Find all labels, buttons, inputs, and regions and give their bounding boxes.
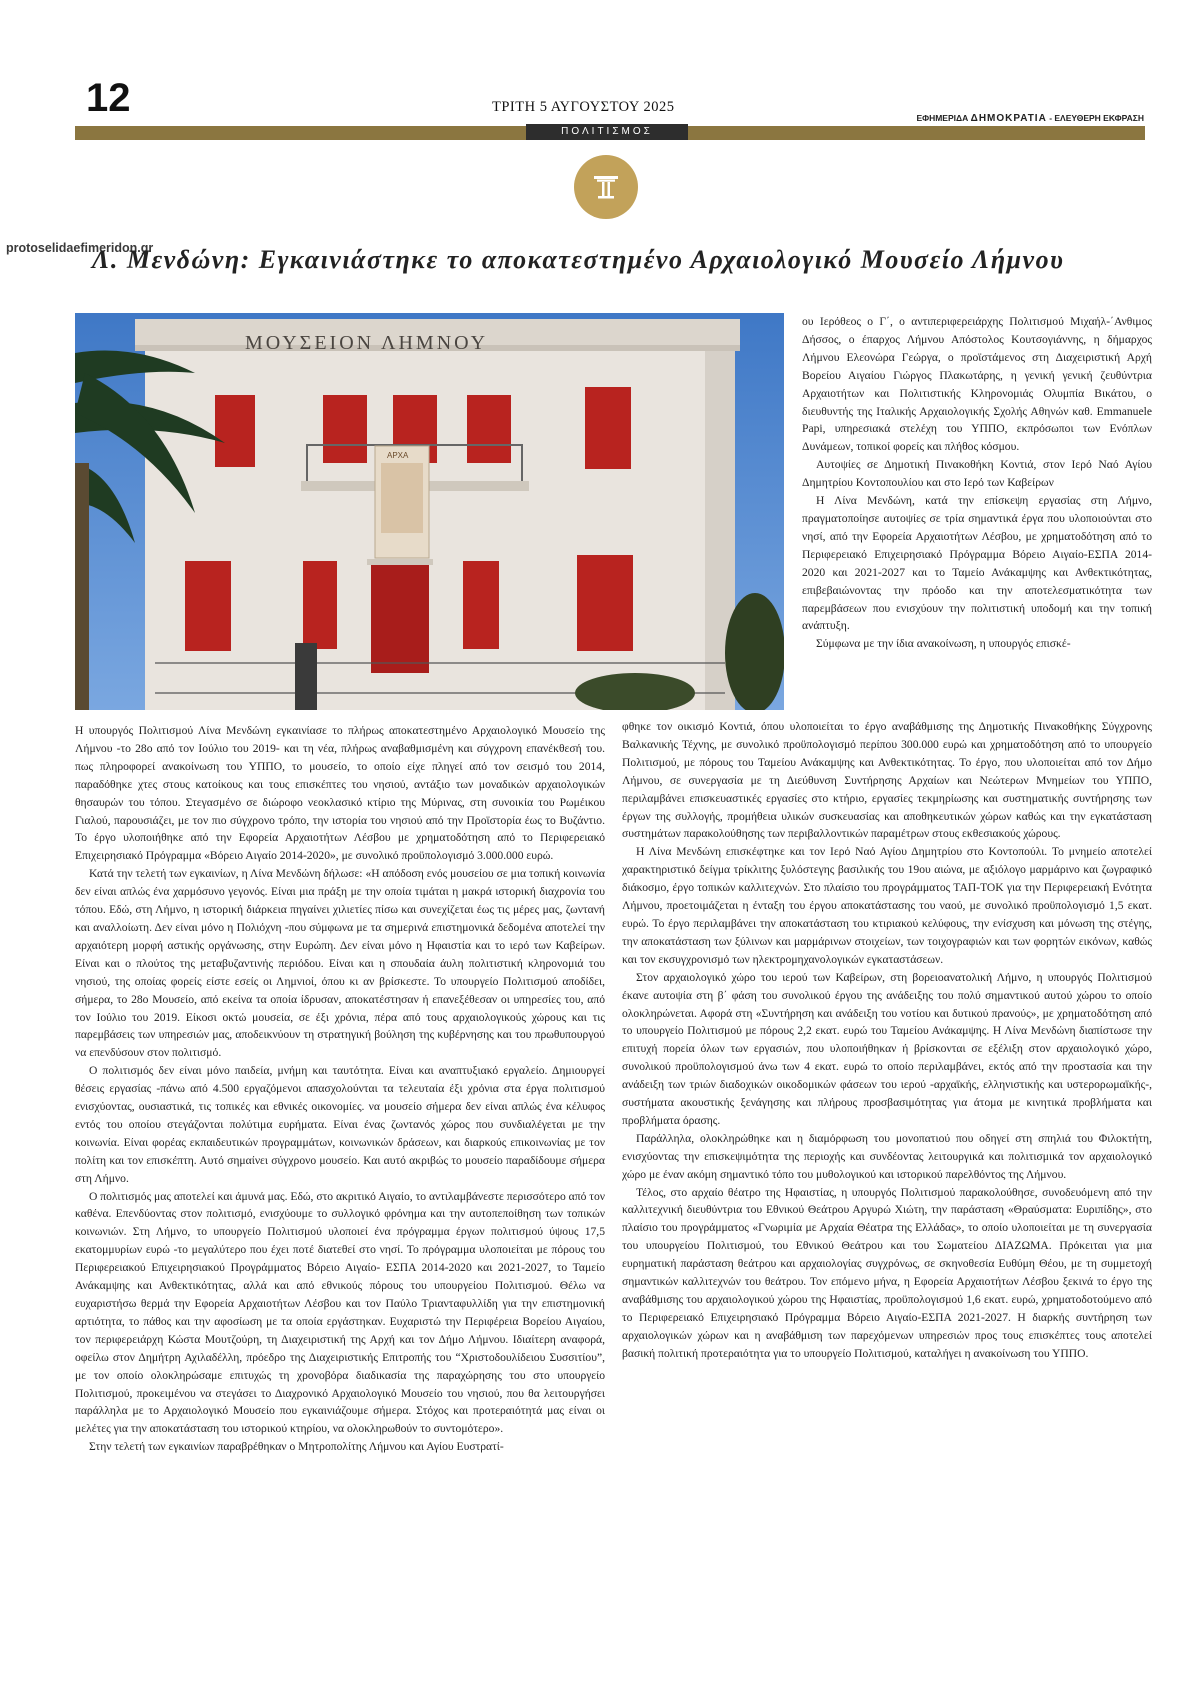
paragraph: Παράλληλα, ολοκληρώθηκε και η διαμόρφωση του μονοπατιού που οδηγεί στη σπηλιά του Φιλοκτήτη, ενισχύοντας την επισκεψιμότητα της περιοχής και συνδέοντας λειτουργικά και πολιτισμικά τον αρχαιολογικό χώρο με έναν ακόμη σημαντικό τόπο του μυθολογικού και ιστορικού παρελθόντος της Λήμνου. xyxy=(622,1131,1152,1181)
subheading: Αυτοψίες σε Δημοτική Πινακοθήκη Κοντιά, στον Ιερό Ναό Αγίου Δημητρίου Κοντοπουλίου και στο Ιερό των Καβείρων xyxy=(802,458,1152,490)
masthead-name: ΔΗΜΟΚΡΑΤΙΑ xyxy=(970,113,1047,124)
banner-label: ΑΡΧΑ xyxy=(387,451,409,460)
paragraph: Σύμφωνα με την ίδια ανακοίνωση, η υπουργός επισκέ- xyxy=(816,637,1071,651)
paragraph: Ο πολιτισμός δεν είναι μόνο παιδεία, μνήμη και ταυτότητα. Είναι και αναπτυξιακό εργαλείο. Δημιουργεί θέσεις εργασίας -πάνω από 4.500 εργαζόμενοι απασχολούνται τα τελευταία έξι χρόνια στα έργα πολιτισμού ενισχύοντας, ουσιαστικά, τις τοπικές και εθνικές οικονομίες. να μουσείο σήμερα δεν είναι απλώς ένα κέλυφος εντός του οποίου στεγάζονται πολύτιμα ευρήματα. Είναι ένας ζωντανός χώρος που συνδιαλέγεται με την κοινωνία. Είναι φορέας εκπαιδευτικών προγραμμάτων, κοινωνικών δράσεων, και διαρκούς επικοινωνίας με τον πολίτη και τον επισκέπτη. Αυτό σημαίνει σύγχρονο μουσείο. Και αυτό ακριβώς το μουσείο παραδίδουμε σήμερα στη Λήμνο. xyxy=(75,1064,605,1185)
source-watermark: protoselidaefimeridon.gr xyxy=(6,241,154,255)
museum-sign: ΜΟΥΣΕΙΟΝ ΛΗΜΝΟΥ xyxy=(245,332,489,354)
paragraph: Στον αρχαιολογικό χώρο του ιερού των Καβείρων, στη βορειοανατολική Λήμνο, η υπουργός Πολιτισμού έκανε αυτοψία στη β΄ φάση του συνολικού έργου της ανάδειξης του πολύ σημαντικού αυτού χώρου το οποίο ολοκληρώνεται. Αφορά στη «Συντήρηση και ανάδειξη του νοτίου και δυτικού πρανούς», με χρηματοδότηση από το υπουργείο Πολιτισμού με πόρους 2,2 εκατ. ευρώ του Ταμείου Ανάκαμψης. Η Λίνα Μενδώνη διαπίστωσε την επιτυχή πορεία όλων των εργασιών, που υλοποιήθηκαν ή βρίσκονται σε εξέλιξη στον αρχαιολογικό χώρο, συνολικού προϋπολογισμού άνω των 4 εκατ. ευρώ το οποίο περιλαμβάνει, εκτός από την προστασία και την ανάδειξη των τριών διαδοχικών οικοδομικών φάσεων του ιερού -αρχαϊκής, ελληνιστικής και υστερορωμαϊκής-, συστήματα ακουστικής ξενάγησης και πλήρους προσβασιμότητας για άτομα με κινητικά προβλήματα και προβλήματα όρασης. xyxy=(622,970,1152,1127)
paragraph: ου Ιερόθεος ο Γ΄, ο αντιπεριφερειάρχης Πολιτισμού Μιχαήλ-΄Ανθιμος Δήσσος, ο έπαρχος Λήμνου Απόστολος Κουτσογιάννης, η δήμαρχος Λήμνου Ελεονώρα Γεώργα, ο προϊστάμενος στη Διαχειριστική Αρχή Βορείου Αιγαίου Γιώργος Πλακωτάρης, η γενική γενική ζευθύντρια Αρχαιοτήτων και Πολιτιστικής Κληρονομιάς Ολυμπία Βικάτου, ο διευθυντής της Ιταλικής Αρχαιολογικής Σχολής Αθηνών καθ. Emmanuele Papi, υπηρεσιακά στελέχη του ΥΠΠΟ, εκπρόσωποι των Ενόπλων Δυνάμεων, τοπικοί φορείς και πλήθος κόσμου. xyxy=(802,315,1152,454)
paragraph: Κατά την τελετή των εγκαινίων, η Λίνα Μενδώνη δήλωσε: «Η απόδοση ενός μουσείου σε μια τοπική κοινωνία δεν είναι απλώς ένα χαρμόσυνο γεγονός. Είναι μια πράξη με την οποία τιμάται η μακρά ιστορική διαχρονία του τόπου. Εδώ, στη Λήμνο, η ιστορική διάρκεια πηγαίνει χιλιετίες πίσω και συνεχίζεται έως τις μέρες μας, ζωντανή και αναλλοίωτη. Δεν είναι μόνο η Πολιόχνη -που σύμφωνα με τα σημερινά επιστημονικά δεδομένα αποτελεί την αρχαιότερη μορφή αστικής οργάνωσης, στην Ευρώπη. Δεν είναι μόνο η Ηφαιστία και το ιερό των Καβείρων. Είναι και ο πλούτος της μεταβυζαντινής περιόδου. Είναι και η σπουδαία άυλη πολιτιστική κληρονομιά του νησιού, της οποίας φορείς είστε εσείς οι Λημνιοί, όπου κι αν βρίσκεστε. Το υπουργείο Πολιτισμού αποδίδει, σήμερα, το 28ο Μουσείο, από εκείνα τα οποία ίδρυσαν, αποκατέστησαν ή επανεξέθεσαν οι υπηρεσίες του, από τον Ιούλιο του 2019. Είκοσι οκτώ μουσεία, σε έξι χρόνια, πέρα από τους αρχαιολογικούς χώρους και τις παρεμβάσεις των υπηρεσιών μας, αποδεικνύουν τη στρατηγική βούληση της κυβέρνησης και του πρωθυπουργού να επενδύσουν στον πολιτισμό. xyxy=(75,867,605,1060)
paragraph: φθηκε τον οικισμό Κοντιά, όπου υλοποιείται το έργο αναβάθμισης της Δημοτικής Πινακοθήκης Σύγχρονης Βαλκανικής Τέχνης, με συνολικό προϋπολογισμό περίπου 300.000 ευρώ και χρηματοδότηση από το υπουργείο Πολιτισμού, με πόρους του Ταμείου Ανάκαμψης και Ανθεκτικότητας. Το έργο, που υλοποιείται από τον Δήμο Λήμνου, σε συνεργασία με τη Διεύθυνση Συντήρησης Αρχαίων και Νεώτερων Μνημείων του ΥΠΠΟ, περιλαμβάνει επισκευαστικές εργασίες στο κτήριο, εργασίες τεκμηρίωσης και συστηματικής συντήρησης των έργων της συλλογής, προμήθεια υλικών συσκευασίας και αποθηκευτικών χώρων καθώς και την εγκατάσταση συστημάτων παρακολούθησης των περιβαλλοντικών παραμέτρων στους εκθεσιακούς χώρους. xyxy=(622,720,1152,841)
paragraph: Η Λίνα Μενδώνη, κατά την επίσκεψη εργασίας στη Λήμνο, πραγματοποίησε αυτοψίες σε τρία σημαντικά έργα που υλοποιούνται στο νησί, από την Εφορεία Αρχαιοτήτων Λέσβου, με χρηματοδότηση από το Περιφερειακό Επιχειρησιακό Πρόγραμμα Βόρειο Αιγαίο-ΕΣΠΑ 2014-2020 και 2021-2027 και το Ταμείο Ανάκαμψης και Ανθεκτικότητας, επιβεβαιώνοντας την πρόοδο και την αποτελεσματικότητα των παρεμβάσεων που ενισχύουν την πολιτιστική υποδομή και την τοπική ανάπτυξη. xyxy=(802,494,1152,633)
article-column-right-bottom xyxy=(622,718,1152,1363)
article-column-right-top xyxy=(802,313,1152,653)
section-label: ΠΟΛΙΤΙΣΜΟΣ xyxy=(526,124,688,140)
newspaper-masthead xyxy=(864,113,1144,124)
column-emblem-icon xyxy=(574,155,638,219)
paragraph: Ο πολιτισμός μας αποτελεί και άμυνά μας. Εδώ, στο ακριτικό Αιγαίο, το αντιλαμβάνεστε περισσότερο από τον καθένα. Επενδύοντας στον πολιτισμό, ενισχύουμε το συλλογικό φρόνημα και την αυτοπεποίθηση των τοπικών κοινωνιών. Στη Λήμνο, το υπουργείο Πολιτισμού υλοποιεί ένα πρόγραμμα έργων πολιτισμού ύψους 17,5 εκατομμυρίων ευρώ -το μεγαλύτερο που έχει ποτέ διατεθεί στο νησί. Το πρόγραμμα υλοποιείται με πόρους του Περιφερειακού Επιχειρησιακού Προγράμματος Βόρειο Αιγαίο- ΕΣΠΑ 2014-2020 και 2021-2027, το Ταμείο Ανάκαμψης και Ανθεκτικότητας, αλλά και από εθνικούς πόρους του υπουργείου Πολιτισμού. Θέλω να ευχαριστήσω θερμά την Εφορεία Αρχαιοτήτων Λέσβου και τον Παύλο Τριανταφυλλίδη για την επιστημονική αρτιότητα, το πάθος και την αφοσίωση με τα οποία εργάστηκαν. Ευχαριστώ την Περιφέρεια Βορείου Αιγαίου, τον περιφερειάρχη Κώστα Μουτζούρη, τη Διαχειριστική της Αρχή και τον Δήμο Λήμνου. Ιδιαίτερη αναφορά, οφείλω στον Δημήτρη Αχιλαδέλλη, πρόεδρο της Διαχειριστικής Επιτροπής του “Χριστοδουλίδειου Συσσιτίου”, με τον οποίο ολοκληρώσαμε επιτυχώς τη χρονοβόρα διαδικασία της παραχώρησης του στο υπουργείο Πολιτισμού, προκειμένου να στεγάσει το Διαχρονικό Αρχαιολογικό Μουσείο του νησιού, που θα λειτουργήσει παράλληλα με το Αρχαιολογικό Μουσείο που εγκαινιάζουμε σήμερα. Στόχος και προτεραιότητά μας είναι οι μελέτες για την αποκατάσταση του ιστορικού κτηρίου, να ολοκληρωθούν το συντομότερο». xyxy=(75,1189,605,1436)
museum-photo xyxy=(75,313,784,710)
page-number: 12 xyxy=(86,76,131,120)
paragraph: Η υπουργός Πολιτισμού Λίνα Μενδώνη εγκαινίασε το πλήρως αποκατεστημένο Αρχαιολογικό Μουσείο της Λήμνου -το 28ο από τον Ιούλιο του 2019- και τη νέα, πλήρως αναβαθμισμένη και σύγχρονη επανέκθεσή του. πως πληροφορεί ανακοίνωση του ΥΠΠΟ, το μουσείο, το οποίο είχε πληγεί από τον σεισμό του 2014, παραδόθηκε χτες στους κατοίκους και τους επισκέπτες του νησιού, αντάξιο των μοναδικών αρχαιολογικών θησαυρών του τόπου. Στεγασμένο σε διώροφο νεοκλασικό κτίριο της Μύρινας, στη συνοικία του Ρωμέικου Γιαλού, παρουσιάζει, με τον πιο σύγχρονο τρόπο, την ιστορία του νησιού από την Προϊστορία έως το Βυζάντιο. Το έργο υλοποιήθηκε από την Εφορεία Αρχαιοτήτων Λέσβου με χρηματοδότηση από το Περιφερειακό Επιχειρησιακό Πρόγραμμα «Βόρειο Αιγαίο 2014-2020», με συνολικό προϋπολογισμό 3.000.000 ευρώ. xyxy=(75,724,605,863)
issue-date: ΤΡΙΤΗ 5 ΑΥΓΟΥΣΤΟΥ 2025 xyxy=(492,99,675,115)
paragraph: Στην τελετή των εγκαινίων παραβρέθηκαν ο Μητροπολίτης Λήμνου και Αγίου Ευστρατί- xyxy=(89,1440,504,1454)
paragraph: Η Λίνα Μενδώνη επισκέφτηκε και τον Ιερό Ναό Αγίου Δημητρίου στο Κοντοπούλι. Το μνημείο αποτελεί χαρακτηριστικό δείγμα τρίκλιτης ξυλόστεγης βασιλικής του 19ου αιώνα, με αξιόλογο μαρμάρινο και ζωγραφικό διάκοσμο, έργο τοπικών καλλιτεχνών. Στο πλαίσιο του προγράμματος ΤΑΠ-ΤΟΚ για την Περιφερειακή Ενότητα Λήμνου, προετοιμάζεται η ένταξη του έργου αποκατάστασης του ναού, με συνολικό προϋπολογισμό 1,5 εκατ. ευρώ. Το έργο περιλαμβάνει την αποκατάσταση του κτιριακού κελύφους, την ενίσχυση και μόνωση της στέγης, την αποκατάσταση των ξύλινων και μαρμάρινων στοιχείων, των τοιχογραφιών και των φορητών εικόνων, καθώς και τον εκσυγχρονισμό των ηλεκτρομηχανολογικών εγκαταστάσεων. xyxy=(622,845,1152,966)
masthead-suffix: - ΕΛΕΥΘΕΡΗ ΕΚΦΡΑΣΗ xyxy=(1049,113,1144,123)
article-column-left xyxy=(75,722,605,1456)
paragraph: Τέλος, στο αρχαίο θέατρο της Ηφαιστίας, η υπουργός Πολιτισμού παρακολούθησε, συνοδευόμενη από την καλλιτεχνική διευθύντρια του Εθνικού Θεάτρου Αργυρώ Χιώτη, την παράσταση «Θραύσματα: Ευριπίδης», στο πλαίσιο του προγράμματος «Γνωριμία με Αρχαία Θέατρα της Ελλάδας», το οποίο υλοποιείται με τη συνεργασία του υπουργείου Πολιτισμού, του Εθνικού Θεάτρου και του Σωματείου ΔΙΑΖΩΜΑ. Πρόκειται για μια ευρηματική παράσταση θεάτρου και αρχαιολογίας συγχρόνως, σε σκηνοθεσία Ευθύμη Θέου, με τη συμμετοχή σημαντικών καλλιτεχνών του θεάτρου. Τον επόμενο μήνα, η Εφορεία Αρχαιοτήτων Λέσβου ξεκινά το έργο της αναβάθμισης του αρχαιολογικού χώρου της Ηφαιστίας, προϋπολογισμού 1,6 εκατ. ευρώ, χρηματοδοτούμενο από το Περιφερειακό Επιχειρησιακό Πρόγραμμα Βόρειο Αιγαίο-ΕΣΠΑ 2021-2027. Η διαρκής συντήρηση των αρχαιολογικών χώρων και η αναβάθμιση των παρεχόμενων υπηρεσιών προς τους επισκέπτες τους αποτελεί βασική πολιτική προτεραιότητα για το υπουργείο Πολιτισμού, καταλήγει η ανακοίνωση του ΥΠΠΟ. xyxy=(622,1185,1152,1360)
masthead-prefix: ΕΦΗΜΕΡΙΔΑ xyxy=(916,113,969,123)
article-headline: Λ. Μενδώνη: Εγκαινιάστηκε το αποκατεστημένο Αρχαιολογικό Μουσείο Λήμνου xyxy=(92,245,1065,274)
